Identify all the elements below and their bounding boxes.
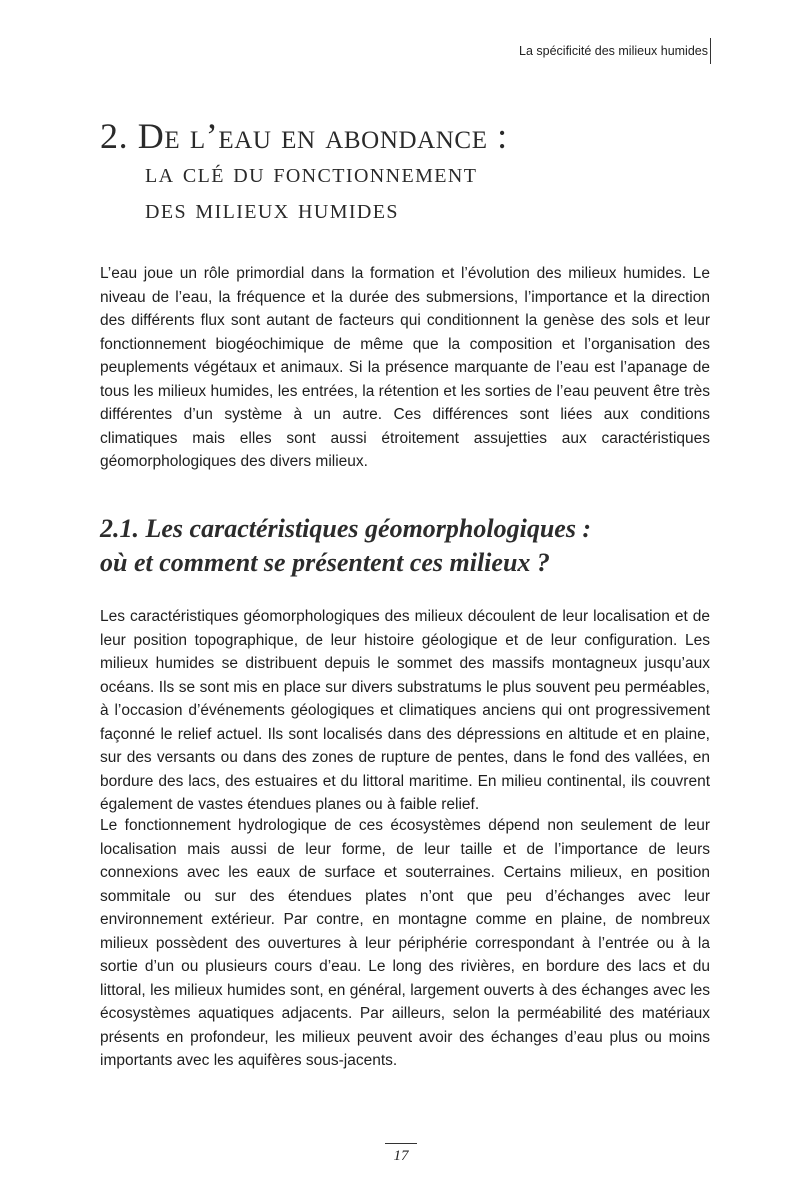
chapter-title-line-3: des milieux humides bbox=[145, 194, 399, 225]
intro-paragraph: L’eau joue un rôle primordial dans la formation et l’évolution des milieux humides. Le niveau de l’eau, la fréquence et la durée des submersions, l’importance et la direction des différents flux sont autant de facteurs qui conditionnent la genèse des sols et leur fonctionnement biogéochimique de même que la composition et l’organisation des peuplements végétaux et animaux. Si la présence marquante de l’eau est l’apanage de tous les milieux humides, les entrées, la rétention et les sorties de l’eau peuvent être très différentes d’un système à un autre. Ces différences sont liées aux conditions climatiques mais elles sont aussi étroitement assujetties aux caractéristiques géomorphologiques des divers milieux. bbox=[100, 265, 710, 470]
section-paragraph-2: Le fonctionnement hydrologique de ces écosystèmes dépend non seulement de leur localisation mais aussi de leur forme, de leur taille et de l’importance de leurs connexions avec les eaux de surface et souterraines. Certains milieux, en position sommitale ou sur des étendues plates n’ont que peu d’échanges avec leur environnement extérieur. Par contre, en montagne comme en plaine, de nombreux milieux possèdent des ouvertures à leur périphérie correspondant à l’entrée ou à la sortie d’un ou plusieurs cours d’eau. Le long des rivières, en bordure des lacs et du littoral, les milieux humides sont, en général, largement ouverts à des échanges avec les écosystèmes aquatiques adjacents. Par ailleurs, selon la perméabilité des matériaux présents en profondeur, les milieux peuvent avoir des échanges d’eau plus ou moins importants avec les aquifères sous-jacents. bbox=[100, 817, 710, 1069]
header-divider bbox=[710, 38, 711, 64]
chapter-title-line-1: 2. De l’eau en abondance : bbox=[100, 116, 508, 156]
section-paragraph-1: Les caractéristiques géomorphologiques des milieux découlent de leur localisation et de leur position topographique, de leur histoire géologique et de leur configuration. Les milieux humides se distribuent depuis le sommet des massifs montagneux jusqu’aux océans. Ils se sont mis en place sur divers substratums le plus souvent peu perméables, à l’occasion d’événements géologiques et climatiques anciens qui ont progressivement façonné le relief actuel. Ils sont localisés dans des dépressions en altitude et en plaine, sur des versants ou dans des zones de rupture de pentes, dans le fond des vallées, en bordure des lacs, des estuaires et du littoral maritime. En milieu continental, ils couvrent également de vastes étendues planes ou à faible relief. bbox=[100, 608, 710, 813]
footer-divider bbox=[385, 1143, 417, 1144]
section-title bbox=[100, 512, 710, 580]
page-number: 17 bbox=[393, 1148, 409, 1164]
chapter-title bbox=[100, 116, 720, 228]
section-title-line-2: où et comment se présentent ces milieux ? bbox=[100, 548, 550, 577]
section-title-line-1: 2.1. Les caractéristiques géomorphologiques : bbox=[100, 514, 592, 543]
chapter-title-line-2: la clé du fonctionnement bbox=[145, 158, 478, 189]
running-header: La spécificité des milieux humides bbox=[519, 44, 708, 58]
